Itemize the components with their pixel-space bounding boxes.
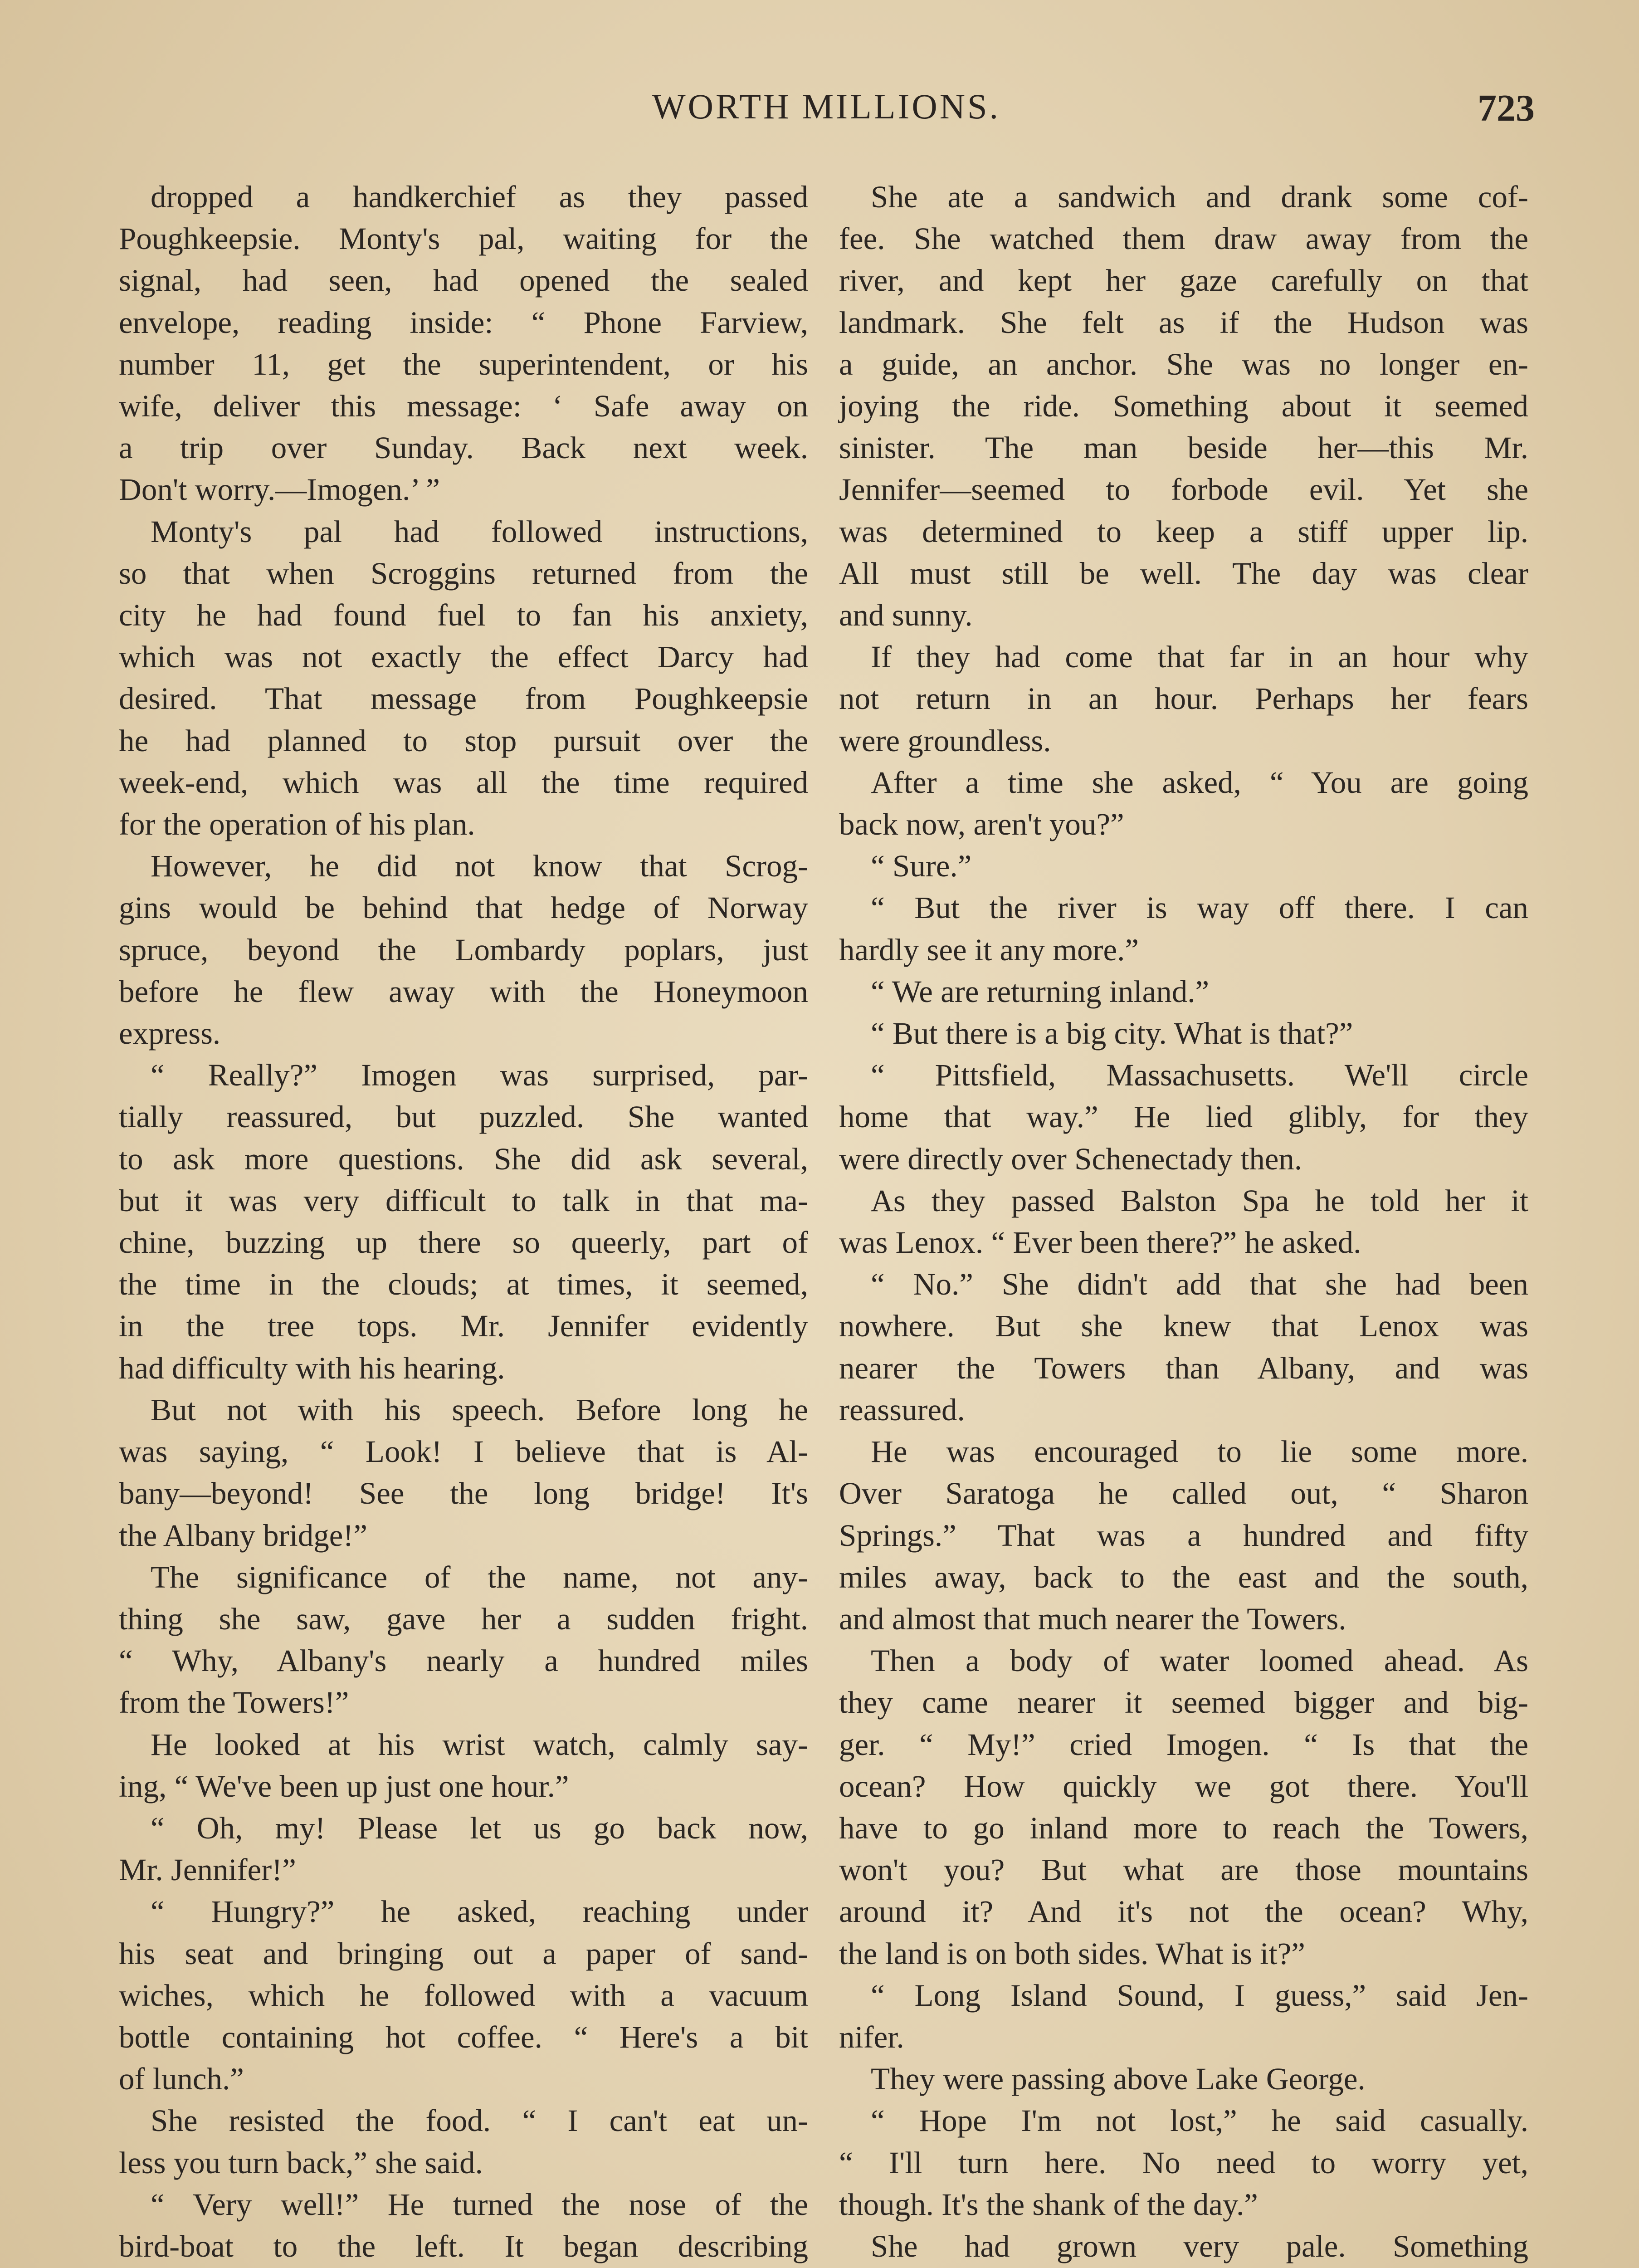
text-line: “ Sure.”: [871, 849, 972, 884]
text-line: city he had found fuel to fan his anxiety,: [119, 598, 808, 633]
text-line: However, he did not know that Scrog-: [151, 849, 808, 884]
text-line: from the Towers!”: [119, 1685, 349, 1720]
text-line: “ Oh, my! Please let us go back now,: [151, 1810, 808, 1845]
text-line: the Albany bridge!”: [119, 1518, 367, 1553]
text-line: She ate a sandwich and drank some cof-: [871, 180, 1528, 214]
text-line: for the operation of his plan.: [119, 807, 475, 842]
text-line: “ Very well!” He turned the nose of the: [151, 2187, 808, 2222]
text-line: Over Saratoga he called out, “ Sharon: [839, 1476, 1528, 1511]
text-line: and almost that much nearer the Towers.: [839, 1601, 1346, 1636]
text-line: She had grown very pale. Something: [871, 2229, 1528, 2263]
text-line: was saying, “ Look! I believe that is Al-: [119, 1434, 808, 1469]
text-line: “ No.” She didn't add that she had been: [871, 1267, 1528, 1302]
text-line: Don't worry.—Imogen.’ ”: [119, 472, 440, 507]
text-line: had difficulty with his hearing.: [119, 1350, 505, 1385]
text-line: have to go inland more to reach the Towers,: [839, 1810, 1528, 1845]
text-line: Monty's pal had followed instructions,: [151, 514, 808, 549]
text-line: around it? And it's not the ocean? Why,: [839, 1894, 1528, 1929]
text-line: “ Why, Albany's nearly a hundred miles: [119, 1643, 808, 1678]
text-line: in the tree tops. Mr. Jennifer evidently: [119, 1309, 808, 1344]
text-line: the land is on both sides. What is it?”: [839, 1936, 1305, 1971]
text-line: They were passing above Lake George.: [871, 2062, 1366, 2097]
text-line: “ Hope I'm not lost,” he said casually.: [871, 2103, 1528, 2138]
text-line: hardly see it any more.”: [839, 932, 1139, 967]
text-line: Then a body of water loomed ahead. As: [871, 1643, 1528, 1678]
text-line: a trip over Sunday. Back next week.: [119, 430, 808, 465]
text-line: fee. She watched them draw away from the: [839, 221, 1528, 256]
text-line: they came nearer it seemed bigger and big-: [839, 1685, 1528, 1720]
text-line: spruce, beyond the Lombardy poplars, just: [119, 932, 808, 967]
text-line: to ask more questions. She did ask several,: [119, 1141, 808, 1176]
text-line: the time in the clouds; at times, it seemed,: [119, 1267, 808, 1302]
text-line: a guide, an anchor. She was no longer en-: [839, 347, 1528, 381]
text-line: desired. That message from Poughkeepsie: [119, 681, 808, 716]
text-line: home that way.” He lied glibly, for they: [839, 1100, 1528, 1134]
text-line: before he flew away with the Honeymoon: [119, 974, 808, 1009]
text-line: “ Hungry?” he asked, reaching under: [151, 1894, 808, 1929]
text-line: She resisted the food. “ I can't eat un-: [151, 2103, 808, 2138]
text-line: wife, deliver this message: ‘ Safe away on: [119, 389, 808, 424]
text-line: bird-boat to the left. It began describing: [119, 2229, 808, 2263]
text-line: won't you? But what are those mountains: [839, 1853, 1528, 1887]
text-line: Poughkeepsie. Monty's pal, waiting for the: [119, 221, 808, 256]
text-line: express.: [119, 1016, 221, 1051]
text-line: chine, buzzing up there so queerly, part of: [119, 1225, 808, 1260]
text-line: “ Long Island Sound, I guess,” said Jen-: [871, 1978, 1528, 2013]
text-line: envelope, reading inside: “ Phone Farview,: [119, 305, 808, 340]
text-line: though. It's the shank of the day.”: [839, 2187, 1258, 2222]
text-line: his seat and bringing out a paper of sand-: [119, 1936, 808, 1971]
text-line: less you turn back,” she said.: [119, 2145, 483, 2180]
text-line: After a time she asked, “ You are going: [871, 765, 1528, 800]
page-number: 723: [1478, 87, 1535, 129]
text-line: “ Pittsfield, Massachusetts. We'll circle: [871, 1058, 1528, 1093]
text-line: If they had come that far in an hour why: [871, 640, 1528, 675]
text-line: week-end, which was all the time required: [119, 765, 808, 800]
text-line: bottle containing hot coffee. “ Here's a bit: [119, 2019, 808, 2054]
text-line: ocean? How quickly we got there. You'll: [839, 1769, 1528, 1804]
text-line: reassured.: [839, 1392, 965, 1427]
text-line: “ I'll turn here. No need to worry yet,: [839, 2145, 1528, 2180]
text-line: He was encouraged to lie some more.: [871, 1434, 1528, 1469]
text-line: All must still be well. The day was clear: [839, 556, 1528, 591]
text-line: Mr. Jennifer!”: [119, 1853, 296, 1887]
text-line: were groundless.: [839, 723, 1051, 758]
text-line: sinister. The man beside her—this Mr.: [839, 430, 1528, 465]
text-line: gins would be behind that hedge of Norway: [119, 890, 808, 925]
text-line: joying the ride. Something about it seemed: [839, 389, 1528, 424]
text-line: landmark. She felt as if the Hudson was: [839, 305, 1528, 340]
text-line: number 11, get the superintendent, or his: [119, 347, 808, 381]
text-line: Springs.” That was a hundred and fifty: [839, 1518, 1528, 1553]
text-line: not return in an hour. Perhaps her fears: [839, 681, 1528, 716]
text-line: wiches, which he followed with a vacuum: [119, 1978, 808, 2013]
text-line: “ We are returning inland.”: [871, 974, 1210, 1009]
text-line: he had planned to stop pursuit over the: [119, 723, 808, 758]
text-line: As they passed Balston Spa he told her it: [871, 1183, 1528, 1218]
text-line: ing, “ We've been up just one hour.”: [119, 1769, 569, 1804]
text-line: ger. “ My!” cried Imogen. “ Is that the: [839, 1727, 1528, 1762]
text-line: was Lenox. “ Ever been there?” he asked.: [839, 1225, 1361, 1260]
text-line: was determined to keep a stiff upper lip.: [839, 514, 1528, 549]
text-line: but it was very difficult to talk in that ma-: [119, 1183, 808, 1218]
text-line: back now, aren't you?”: [839, 807, 1124, 842]
text-line: which was not exactly the effect Darcy had: [119, 640, 808, 675]
text-line: nowhere. But she knew that Lenox was: [839, 1309, 1528, 1344]
text-line: nifer.: [839, 2019, 904, 2054]
text-line: The significance of the name, not any-: [151, 1559, 808, 1594]
right-column: [839, 176, 1528, 2268]
text-line: “ But there is a big city. What is that?”: [871, 1016, 1353, 1051]
text-line: Jennifer—seemed to forbode evil. Yet she: [839, 472, 1528, 507]
text-line: bany—beyond! See the long bridge! It's: [119, 1476, 808, 1511]
text-line: thing she saw, gave her a sudden fright.: [119, 1601, 808, 1636]
text-line: nearer the Towers than Albany, and was: [839, 1350, 1528, 1385]
text-line: “ Really?” Imogen was surprised, par-: [151, 1058, 808, 1093]
text-line: of lunch.”: [119, 2062, 244, 2097]
text-line: so that when Scroggins returned from the: [119, 556, 808, 591]
page-header: [118, 86, 1535, 141]
text-line: signal, had seen, had opened the sealed: [119, 263, 808, 298]
left-column: [119, 176, 808, 2268]
text-line: miles away, back to the east and the south,: [839, 1559, 1528, 1594]
text-line: river, and kept her gaze carefully on that: [839, 263, 1528, 298]
text-line: He looked at his wrist watch, calmly say-: [151, 1727, 808, 1762]
running-head: WORTH MILLIONS.: [652, 87, 1000, 126]
text-line: and sunny.: [839, 598, 973, 633]
text-line: dropped a handkerchief as they passed: [151, 180, 808, 214]
text-line: tially reassured, but puzzled. She wanted: [119, 1100, 808, 1134]
text-line: “ But the river is way off there. I can: [871, 890, 1528, 925]
text-line: But not with his speech. Before long he: [151, 1392, 808, 1427]
text-line: were directly over Schenectady then.: [839, 1141, 1302, 1176]
